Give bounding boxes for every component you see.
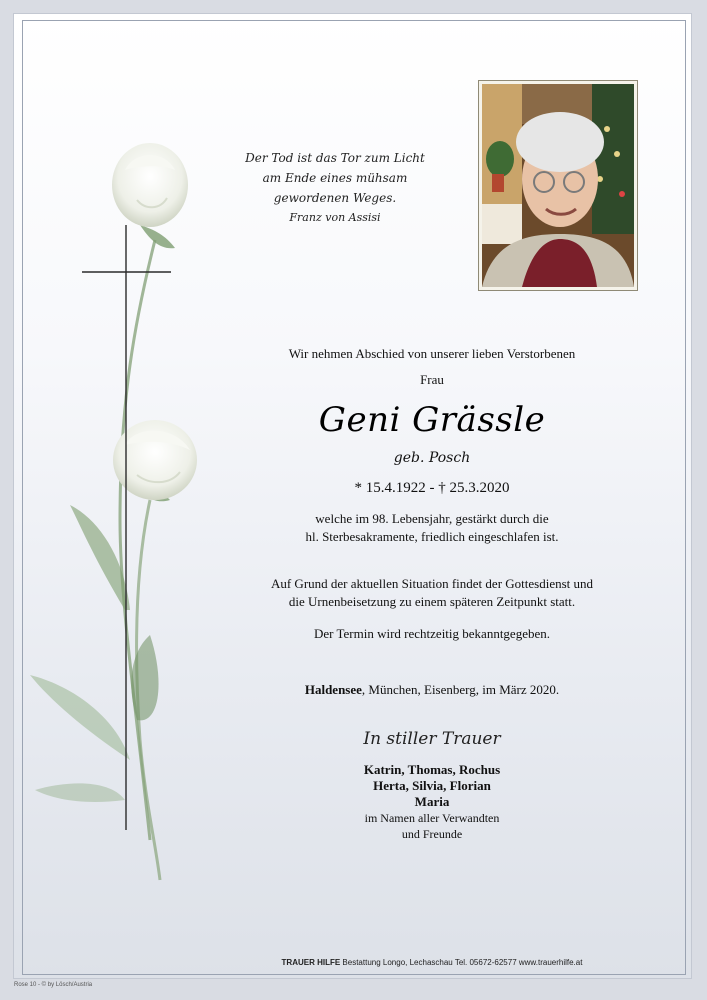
mourning-title: In stiller Trauer	[363, 729, 501, 749]
white-rose-image	[25, 140, 215, 890]
quote-author: Franz von Assisi	[289, 211, 381, 224]
quote	[230, 148, 440, 228]
place-date	[232, 681, 632, 699]
place-rest: , München, Eisenberg, im März 2020.	[361, 682, 560, 697]
appointment-text: Der Termin wird rechtzeitig bekanntgegeben.	[313, 626, 550, 641]
footer	[232, 958, 632, 967]
mourner-line: Herta, Silvia, Florian	[373, 778, 491, 793]
relatives-line: im Namen aller Verwandten	[364, 811, 500, 825]
situation-text	[232, 575, 632, 611]
passing-text	[232, 510, 632, 546]
place-first: Haldensee	[304, 682, 362, 697]
relatives-line: und Freunde	[401, 827, 463, 841]
intro-text: Wir nehmen Abschied von unserer lieben Verstorbenen	[288, 346, 576, 361]
quote-line: am Ende eines mühsam gewordenen Weges.	[262, 171, 408, 205]
portrait-photo	[478, 80, 638, 291]
mourner-line: Maria	[414, 794, 450, 809]
salutation: Frau	[420, 372, 444, 387]
situation-line: Auf Grund der aktuellen Situation findet der Gottesdienst und	[270, 576, 594, 591]
footer-brand: TRAUER HILFE	[281, 958, 341, 967]
mourner-line: Katrin, Thomas, Rochus	[363, 762, 501, 777]
footer-details: Bestattung Longo, Lechaschau Tel. 05672-62577 www.trauerhilfe.at	[340, 958, 583, 967]
situation-line: die Urnenbeisetzung zu einem späteren Zeitpunkt statt.	[288, 594, 576, 609]
passing-line: welche im 98. Lebensjahr, gestärkt durch die	[315, 511, 549, 526]
copyright: Rose 10 - © by Lösch/Austria	[14, 982, 93, 988]
life-dates: * 15.4.1922 - † 25.3.2020	[354, 480, 510, 496]
quote-line: Der Tod ist das Tor zum Licht	[245, 151, 425, 165]
deceased-name: Geni Grässle	[318, 400, 546, 440]
maiden-name: geb. Posch	[393, 450, 471, 466]
passing-line: hl. Sterbesakramente, friedlich eingeschlafen ist.	[305, 529, 559, 544]
mourners-list	[232, 762, 632, 842]
